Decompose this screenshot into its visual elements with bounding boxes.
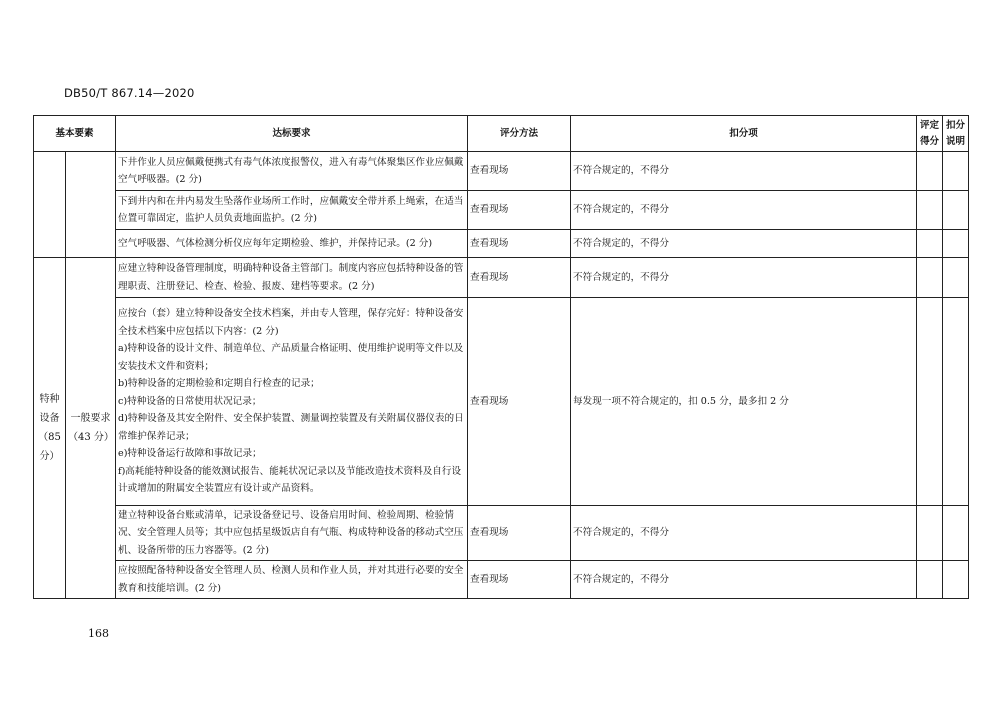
table-row: [34, 506, 969, 561]
requirement-item-e: e)特种设备运行故障和事故记录；: [118, 448, 262, 460]
requirement-line: 应按台（套）建立特种设备安全技术档案，并由专人管理，保存完好：特种设备安全技术档案中应包括以下内容：(2 分): [118, 308, 464, 337]
score-cell: [917, 561, 943, 599]
note-cell: [943, 506, 969, 561]
score-cell: [917, 298, 943, 506]
deduction-cell: 每发现一项不符合规定的，扣 0.5 分，最多扣 2 分: [571, 298, 917, 506]
table-row: [34, 561, 969, 599]
table-row: [34, 298, 969, 506]
score-cell: [917, 258, 943, 298]
method-cell: 查看现场: [468, 258, 571, 298]
requirement-item-c: c)特种设备的日常使用状况记录；: [118, 395, 262, 407]
page-number: 168: [88, 627, 109, 640]
document-code: DB50/T 867.14—2020: [64, 86, 195, 100]
header-method: 评分方法: [468, 116, 571, 152]
method-cell: 查看现场: [468, 191, 571, 230]
method-cell: 查看现场: [468, 561, 571, 599]
header-requirements: 达标要求: [116, 116, 468, 152]
requirement-item-b: b)特种设备的定期检验和定期自行检查的记录；: [118, 378, 320, 390]
deduction-cell: 不符合规定的，不得分: [571, 506, 917, 561]
table-row: [34, 258, 969, 298]
header-note: 扣分说明: [943, 116, 969, 152]
table-row: [34, 191, 969, 230]
note-cell: [943, 152, 969, 191]
sub-element-general: 一般要求（43 分）: [66, 258, 116, 599]
element-cell-continued: [34, 152, 66, 258]
method-cell: 查看现场: [468, 506, 571, 561]
note-cell: [943, 561, 969, 599]
score-cell: [917, 191, 943, 230]
note-cell: [943, 230, 969, 258]
table-header-row: [34, 116, 969, 152]
requirement-cell: 应建立特种设备管理制度，明确特种设备主管部门。制度内容应包括特种设备的管理职责、注册登记、检查、检验、报废、建档等要求。(2 分): [116, 258, 468, 298]
header-basic-elements: 基本要素: [34, 116, 116, 152]
method-cell: 查看现场: [468, 152, 571, 191]
table-row: [34, 152, 969, 191]
requirement-cell: 建立特种设备台账或清单，记录设备登记号、设备启用时间、检验周期、检验情况、安全管理人员等；其中应包括星级饭店自有气瓶、构成特种设备的移动式空压机、设备所带的压力容器等。(2 分): [116, 506, 468, 561]
requirement-cell: 下到井内和在井内易发生坠落作业场所工作时，应佩戴安全带并系上绳索，在适当位置可靠固定，监护人员负责地面监护。(2 分): [116, 191, 468, 230]
sub-element-cell-continued: [66, 152, 116, 258]
header-deduction: 扣分项: [571, 116, 917, 152]
requirement-item-f: f)高耗能特种设备的能效测试报告、能耗状况记录以及节能改造技术资料及自行设计或增加的附属安全装置应有设计或产品资料。: [118, 465, 462, 495]
requirement-cell-list: [116, 298, 468, 506]
requirement-cell: 空气呼吸器、气体检测分析仪应每年定期检验、维护，并保持记录。(2 分): [116, 230, 468, 258]
method-cell: 查看现场: [468, 230, 571, 258]
note-cell: [943, 258, 969, 298]
score-cell: [917, 230, 943, 258]
deduction-cell: 不符合规定的，不得分: [571, 191, 917, 230]
requirement-item-a: a)特种设备的设计文件、制造单位、产品质量合格证明、使用维护说明等文件以及安装技术文件和资料；: [118, 343, 464, 372]
deduction-cell: 不符合规定的，不得分: [571, 258, 917, 298]
score-cell: [917, 506, 943, 561]
header-score: 评定得分: [917, 116, 943, 152]
table-row: [34, 230, 969, 258]
method-cell: 查看现场: [468, 298, 571, 506]
requirement-cell: 应按照配备特种设备安全管理人员、检测人员和作业人员，并对其进行必要的安全教育和技能培训。(2 分): [116, 561, 468, 599]
element-special-equipment: 特种设备（85 分）: [34, 258, 66, 599]
evaluation-table: [33, 115, 969, 599]
deduction-cell: 不符合规定的，不得分: [571, 152, 917, 191]
requirement-item-d: d)特种设备及其安全附件、安全保护装置、测量调控装置及有关附属仪器仪表的日常维护保养记录；: [118, 413, 464, 442]
note-cell: [943, 298, 969, 506]
requirement-cell: 下井作业人员应佩戴便携式有毒气体浓度报警仪，进入有毒气体聚集区作业应佩戴空气呼吸器。(2 分): [116, 152, 468, 191]
score-cell: [917, 152, 943, 191]
deduction-cell: 不符合规定的，不得分: [571, 230, 917, 258]
note-cell: [943, 191, 969, 230]
deduction-cell: 不符合规定的，不得分: [571, 561, 917, 599]
